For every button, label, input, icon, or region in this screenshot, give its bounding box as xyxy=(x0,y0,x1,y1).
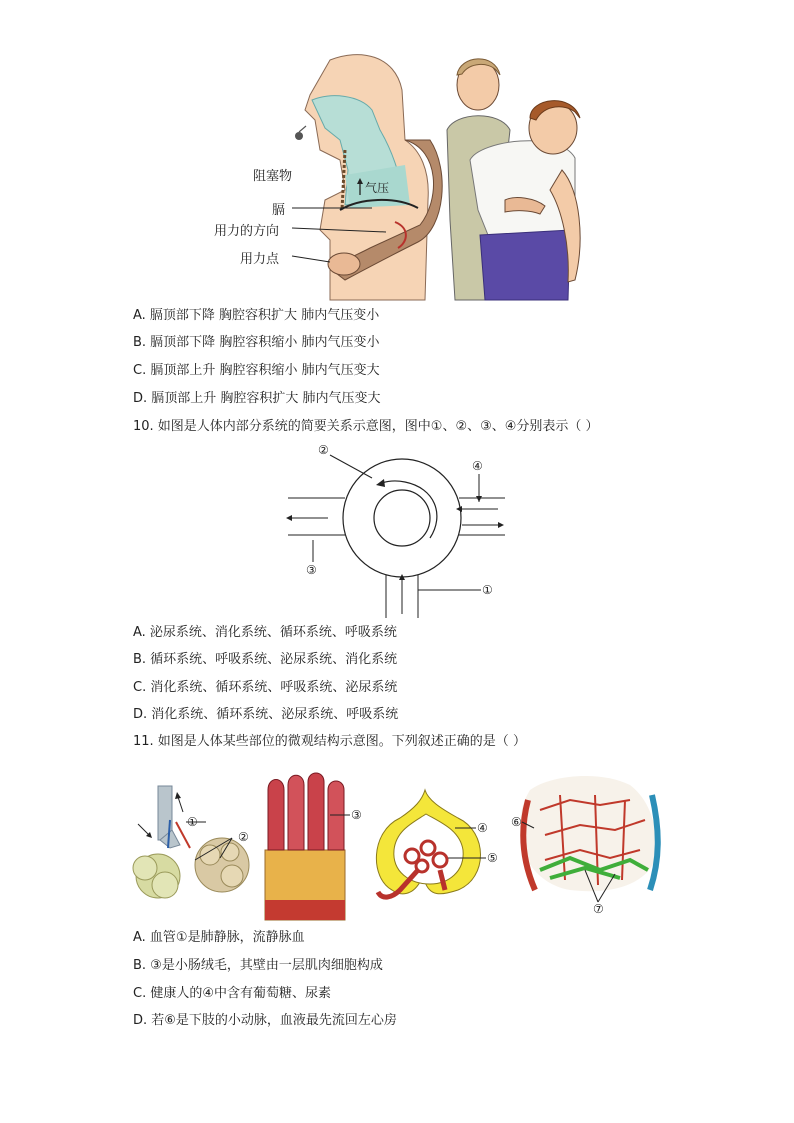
q10-label-2: ② xyxy=(318,443,329,457)
q11-option-c[interactable]: C. 健康人的④中含有葡萄糖、尿素 xyxy=(133,986,331,1001)
q11-label-7: ⑦ xyxy=(593,902,604,916)
q11-label-4: ④ xyxy=(477,821,488,835)
alveoli-panel xyxy=(133,786,249,898)
q11-option-b[interactable]: B. ③是小肠绒毛，其壁由一层肌肉细胞构成 xyxy=(133,958,383,973)
glomerulus-panel xyxy=(376,790,486,897)
q10-option-a[interactable]: A. 泌尿系统、消化系统、循环系统、呼吸系统 xyxy=(133,625,397,640)
q11-label-5: ⑤ xyxy=(487,851,498,865)
q9-option-c[interactable]: C. 膈顶部上升 胸腔容积缩小 肺内气压变大 xyxy=(133,363,380,378)
label-force-point: 用力点 xyxy=(240,252,280,267)
q10-option-d[interactable]: D. 消化系统、循环系统、泌尿系统、呼吸系统 xyxy=(133,707,399,722)
q11-label-2: ② xyxy=(238,830,249,844)
q10-label-4: ④ xyxy=(472,459,483,473)
q10-label-1: ① xyxy=(482,583,493,597)
q9-option-a[interactable]: A. 膈顶部下降 胸腔容积扩大 肺内气压变小 xyxy=(133,308,380,323)
label-obstruction: 阻塞物 xyxy=(253,169,293,184)
q10-label-3: ③ xyxy=(306,563,317,577)
label-force-direction: 用力的方向 xyxy=(214,224,280,239)
q11-stem: 11. 如图是人体某些部位的微观结构示意图。下列叙述正确的是（ ） xyxy=(133,734,526,749)
q11-option-a[interactable]: A. 血管①是肺静脉，流静脉血 xyxy=(133,930,305,945)
q9-option-b[interactable]: B. 膈顶部下降 胸腔容积缩小 肺内气压变小 xyxy=(133,335,380,350)
label-diaphragm: 膈 xyxy=(272,203,286,218)
q9-option-d[interactable]: D. 膈顶部上升 胸腔容积扩大 肺内气压变大 xyxy=(133,391,381,406)
q10-stem: 10. 如图是人体内部分系统的简要关系示意图，图中①、②、③、④分别表示（ ） xyxy=(133,419,599,434)
q11-label-1: ① xyxy=(187,815,198,829)
q10-option-c[interactable]: C. 消化系统、循环系统、呼吸系统、泌尿系统 xyxy=(133,680,398,695)
villi-panel xyxy=(265,773,350,920)
capillary-panel xyxy=(520,776,658,902)
q10-option-b[interactable]: B. 循环系统、呼吸系统、泌尿系统、消化系统 xyxy=(133,652,398,667)
label-air-pressure: 气压 xyxy=(365,181,390,195)
q11-label-3: ③ xyxy=(351,808,362,822)
q11-option-d[interactable]: D. 若⑥是下肢的小动脉，血液最先流回左心房 xyxy=(133,1013,397,1028)
q11-label-6: ⑥ xyxy=(511,815,522,829)
